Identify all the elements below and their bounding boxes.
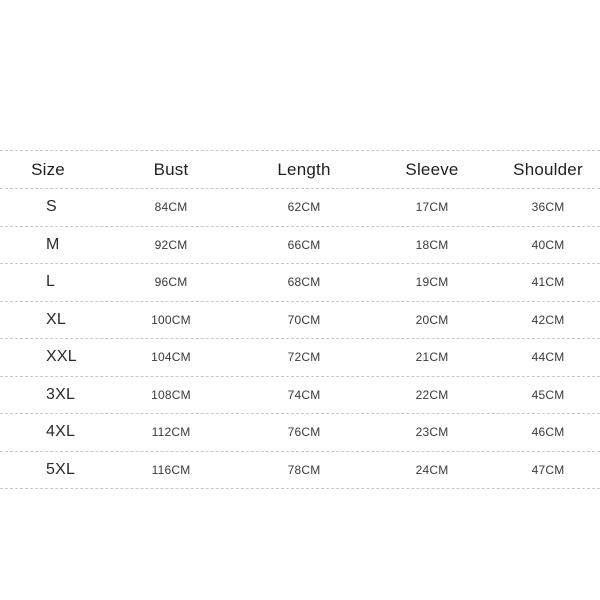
bust-cell: 92CM bbox=[154, 237, 188, 252]
length-cell: 62CM bbox=[287, 200, 321, 215]
shoulder-cell: 41CM bbox=[531, 275, 565, 290]
length-cell: 74CM bbox=[287, 387, 321, 402]
sleeve-cell: 24CM bbox=[415, 462, 449, 477]
sleeve-cell: 22CM bbox=[415, 387, 449, 402]
bust-cell: 96CM bbox=[154, 275, 188, 290]
length-cell: 70CM bbox=[287, 312, 321, 327]
bust-cell: 84CM bbox=[154, 200, 188, 215]
table-row bbox=[0, 377, 600, 415]
table-row bbox=[0, 414, 600, 452]
sleeve-cell: 20CM bbox=[415, 312, 449, 327]
table-row bbox=[0, 189, 600, 227]
bust-cell: 100CM bbox=[151, 312, 191, 327]
sleeve-cell: 18CM bbox=[415, 237, 449, 252]
size-cell: 4XL bbox=[46, 423, 76, 441]
bust-cell: 116CM bbox=[151, 462, 191, 477]
shoulder-cell: 45CM bbox=[531, 387, 565, 402]
bust-cell: 108CM bbox=[151, 387, 191, 402]
length-cell: 78CM bbox=[287, 462, 321, 477]
size-cell: 3XL bbox=[46, 385, 76, 403]
table-row bbox=[0, 264, 600, 302]
size-cell: 5XL bbox=[46, 460, 76, 478]
size-cell: S bbox=[46, 198, 57, 216]
sleeve-cell: 23CM bbox=[415, 425, 449, 440]
sleeve-cell: 21CM bbox=[415, 350, 449, 365]
header-size: Size bbox=[31, 159, 65, 179]
shoulder-cell: 44CM bbox=[531, 350, 565, 365]
size-cell: L bbox=[46, 273, 56, 291]
header-shoulder: Shoulder bbox=[513, 159, 583, 179]
size-cell: XL bbox=[46, 310, 66, 328]
shoulder-cell: 47CM bbox=[531, 462, 565, 477]
header-sleeve: Sleeve bbox=[405, 159, 459, 179]
table-row bbox=[0, 452, 600, 490]
header-bust: Bust bbox=[153, 159, 189, 179]
sleeve-cell: 17CM bbox=[415, 200, 449, 215]
shoulder-cell: 40CM bbox=[531, 237, 565, 252]
table-header-row bbox=[0, 150, 600, 189]
shoulder-cell: 36CM bbox=[531, 200, 565, 215]
size-cell: M bbox=[46, 235, 60, 253]
size-chart-table bbox=[0, 150, 600, 489]
header-length: Length bbox=[277, 159, 331, 179]
bust-cell: 104CM bbox=[151, 350, 191, 365]
table-row bbox=[0, 302, 600, 340]
table-row bbox=[0, 227, 600, 265]
length-cell: 76CM bbox=[287, 425, 321, 440]
size-cell: XXL bbox=[46, 348, 77, 366]
shoulder-cell: 46CM bbox=[531, 425, 565, 440]
table-row bbox=[0, 339, 600, 377]
length-cell: 72CM bbox=[287, 350, 321, 365]
sleeve-cell: 19CM bbox=[415, 275, 449, 290]
shoulder-cell: 42CM bbox=[531, 312, 565, 327]
length-cell: 68CM bbox=[287, 275, 321, 290]
length-cell: 66CM bbox=[287, 237, 321, 252]
bust-cell: 112CM bbox=[151, 425, 191, 440]
